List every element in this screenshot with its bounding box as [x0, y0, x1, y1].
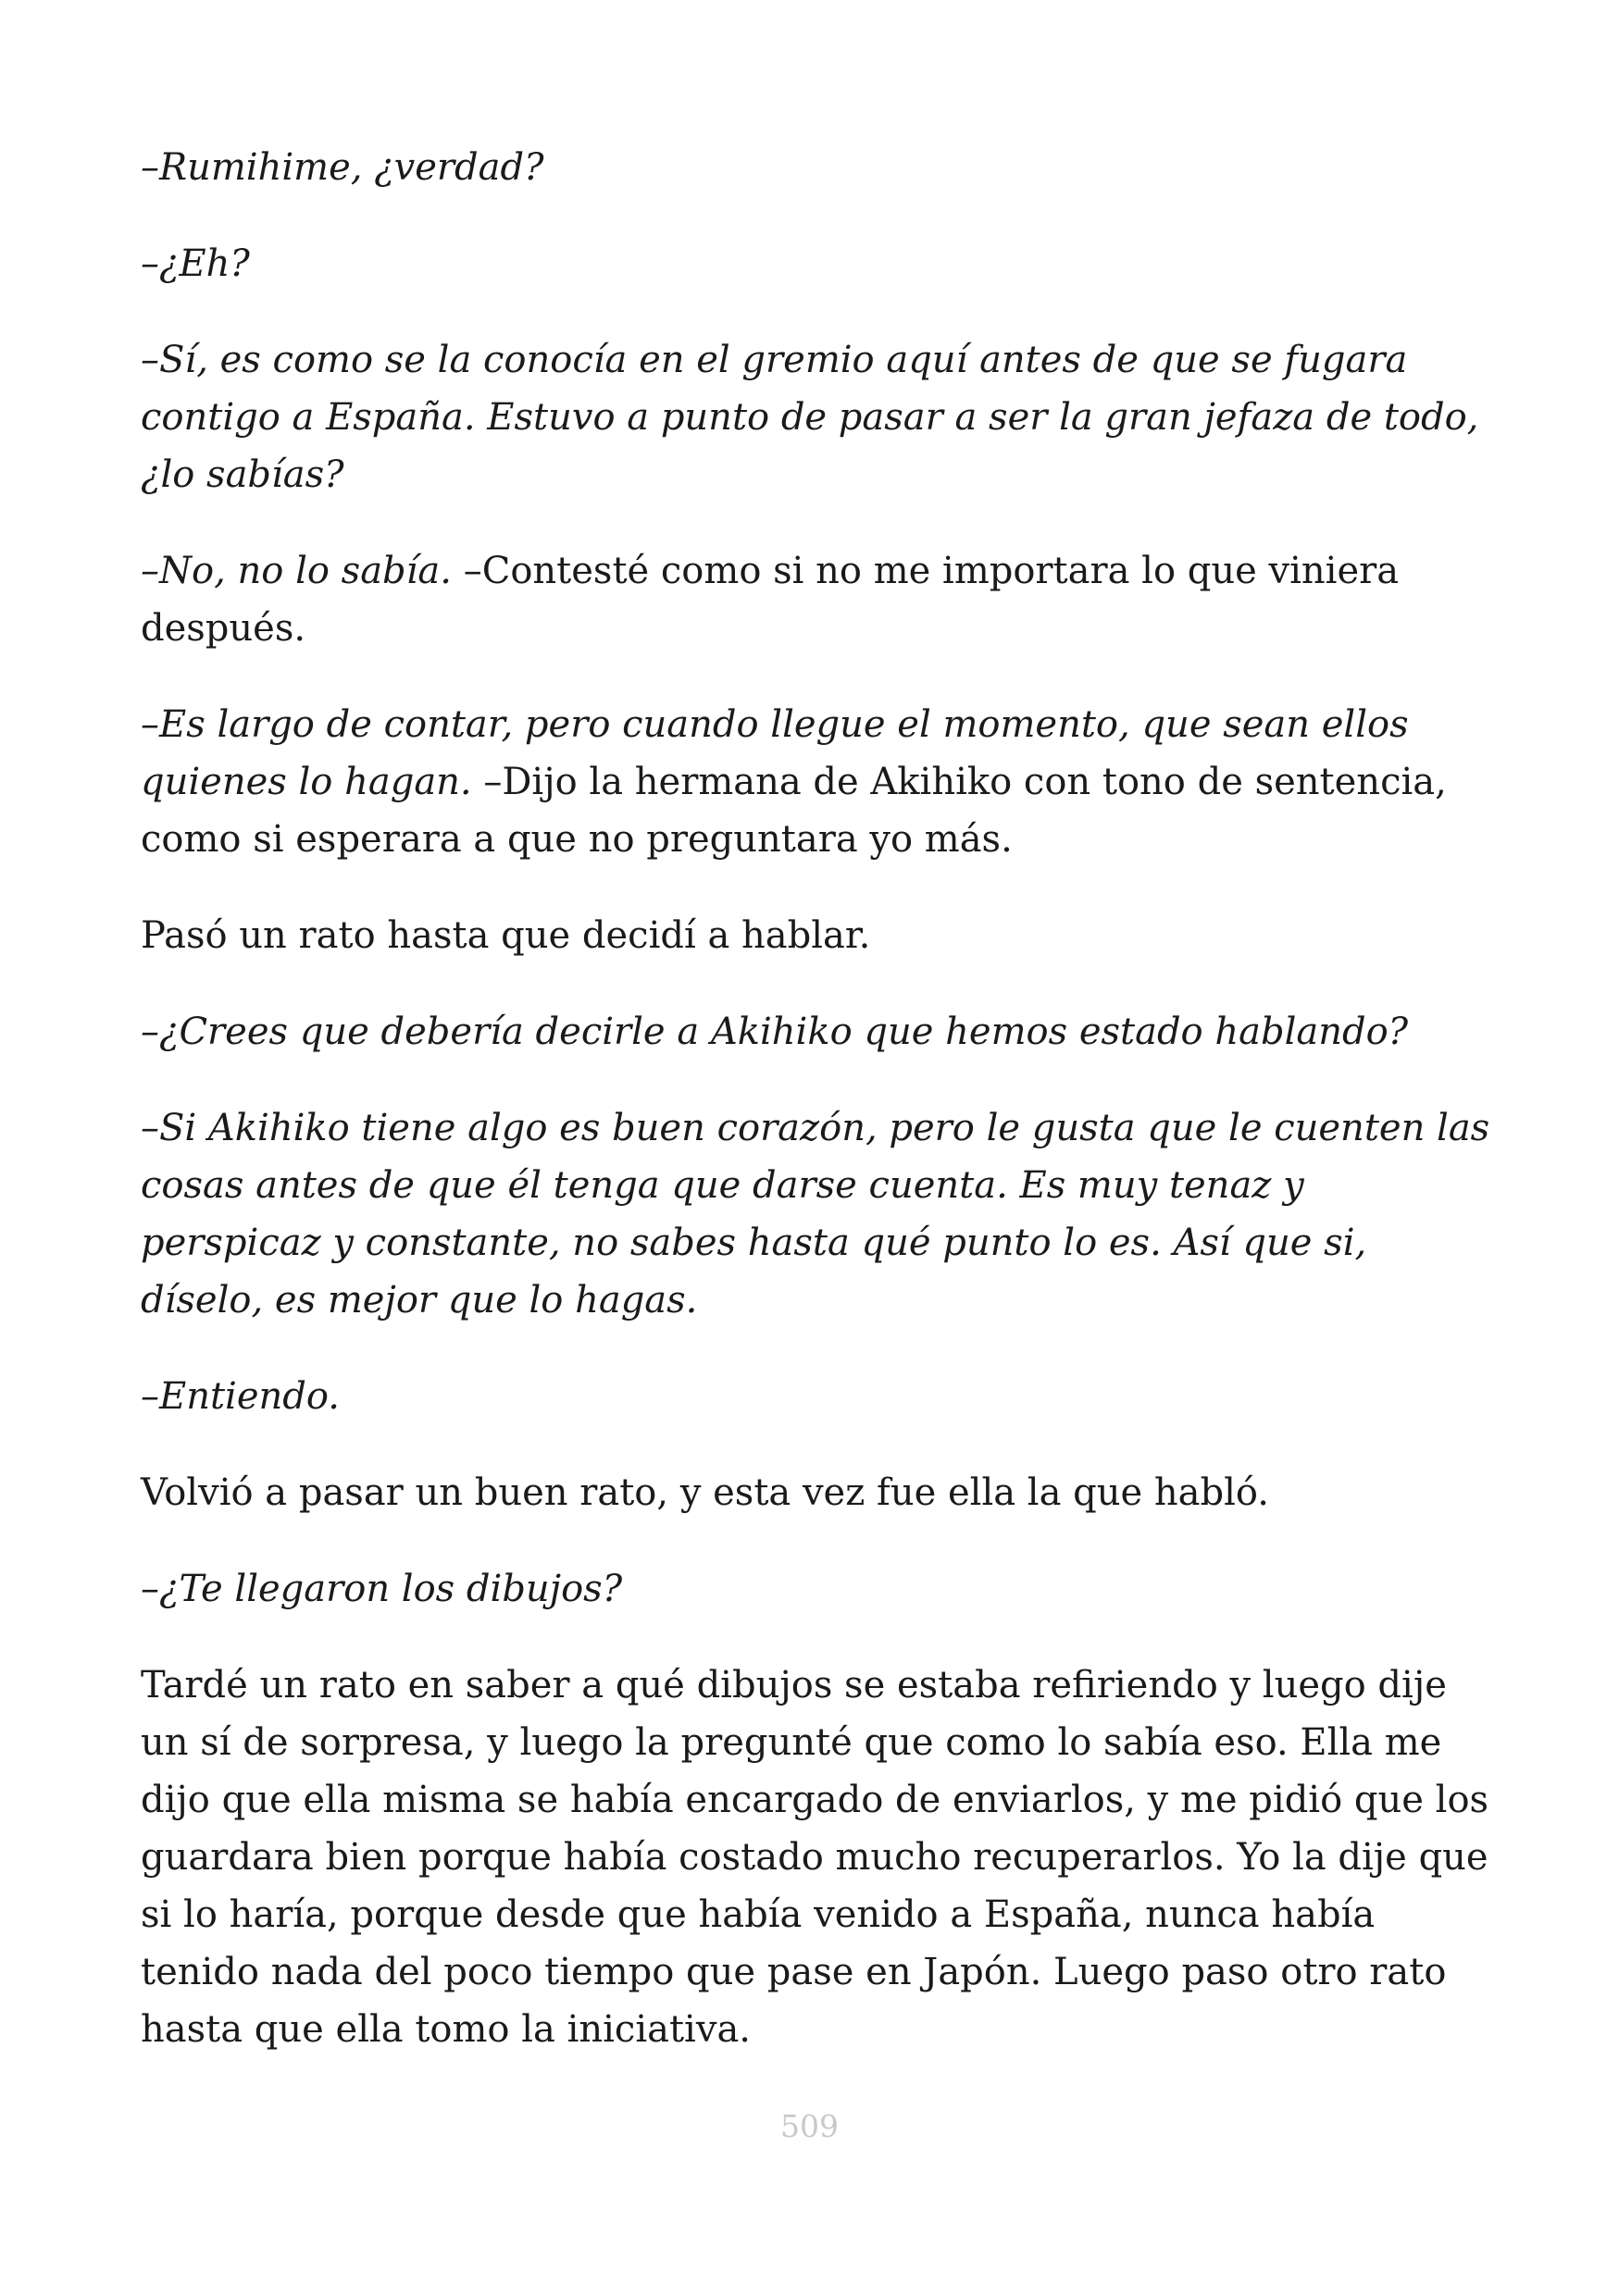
paragraph-6 [141, 907, 1492, 964]
paragraph-7 [141, 1003, 1492, 1061]
paragraph-4 [141, 542, 1492, 657]
narration-text: Pasó un rato hasta que decidí a hablar. [141, 914, 871, 957]
dialogue-text: –Entiendo. [141, 1375, 340, 1418]
dialogue-text: –¿Te llegaron los dibujos? [141, 1568, 623, 1610]
dialogue-text: –Sí, es como se la conocía en el gremio aquí antes de que se fugara contigo a España. Estuvo a punto de pasar a ser la gran jefaza de todo, ¿lo sabías? [141, 339, 1479, 496]
narration-text: –Dijo la hermana de Akihiko con tono de sentencia, como si esperara a que no preguntara yo más. [141, 761, 1447, 861]
paragraph-9 [141, 1368, 1492, 1425]
dialogue-text: –Es largo de contar, pero cuando llegue el momento, que sean ellos quienes lo hagan. [141, 703, 1409, 803]
page-number: 509 [780, 2108, 839, 2144]
narration-text: Tardé un rato en saber a qué dibujos se estaba refiriendo y luego dije un sí de sorpresa, y luego la pregunté que como lo sabía eso. Ella me dijo que ella misma se había encargado de enviarlos, y me pidió que los guardara bien porque había costado mucho recuperarlos. Yo la dije que si lo haría, porque desde que había venido a España, nunca había tenido nada del poco tiempo que pase en Japón. Luego paso otro rato hasta que ella tomo la iniciativa. [141, 1664, 1489, 2051]
dialogue-text: –Si Akihiko tiene algo es buen corazón, pero le gusta que le cuenten las cosas antes de que él tenga que darse cuenta. Es muy tenaz y perspicaz y constante, no sabes hasta qué punto lo es. Así que si, díselo, es mejor que lo hagas. [141, 1107, 1490, 1322]
paragraph-3 [141, 331, 1492, 503]
paragraph-10 [141, 1464, 1492, 1521]
paragraph-1 [141, 139, 1492, 196]
dialogue-text: –¿Eh? [141, 242, 250, 285]
dialogue-text: –¿Crees que debería decirle a Akihiko que hemos estado hablando? [141, 1011, 1409, 1053]
narration-text: –Contesté como si no me importara lo que viniera después. [141, 550, 1400, 650]
paragraph-8 [141, 1099, 1492, 1329]
paragraph-12 [141, 1657, 1492, 2058]
paragraph-5 [141, 696, 1492, 868]
body-text [141, 139, 1492, 2097]
dialogue-text: –Rumihime, ¿verdad? [141, 146, 544, 189]
dialogue-text: –No, no lo sabía. [141, 550, 452, 592]
narration-text: Volvió a pasar un buen rato, y esta vez fue ella la que habló. [141, 1471, 1270, 1514]
paragraph-11 [141, 1560, 1492, 1618]
paragraph-2 [141, 235, 1492, 292]
